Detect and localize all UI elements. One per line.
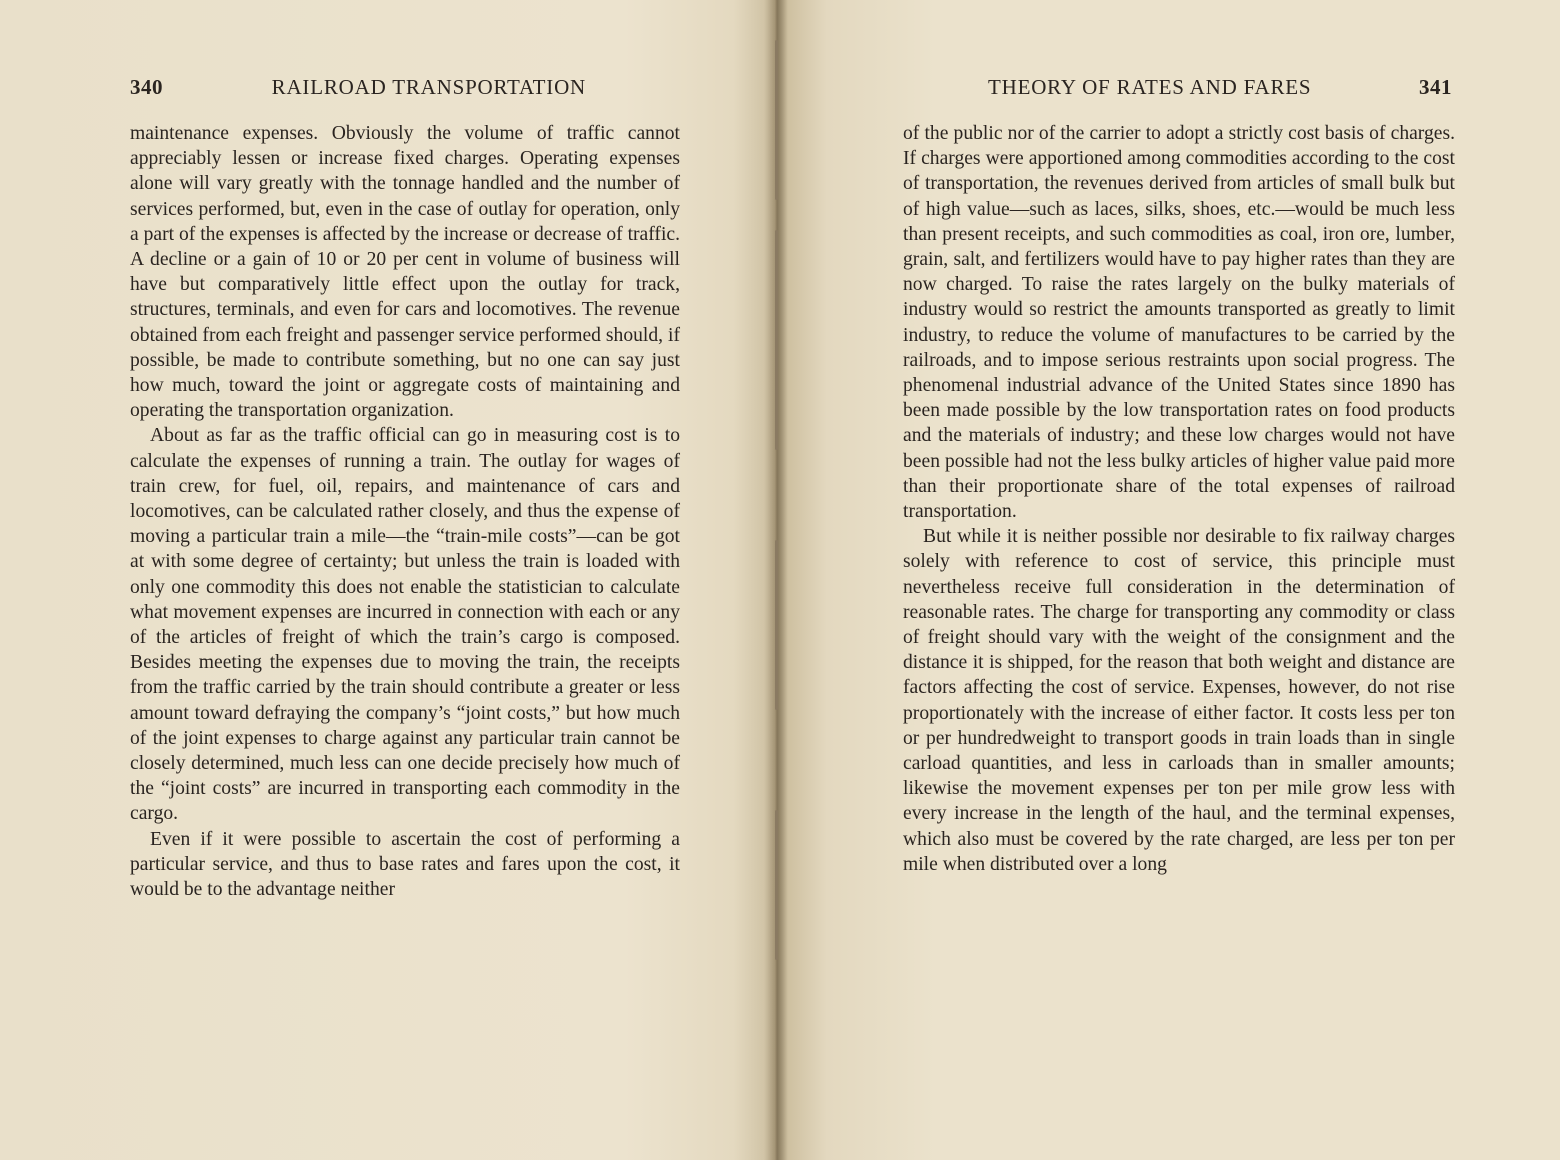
left-page-header: [130, 72, 586, 102]
paragraph: maintenance expenses. Obviously the volume of traffic cannot appreciably lessen or increase fixed charges. Operating expenses alone will vary greatly with the tonnage handled and the number of services performed, but, even in the case of outlay for operation, only a part of the expenses is affected by the increase or decrease of traffic. A decline or a gain of 10 or 20 per cent in volume of business will have but comparatively little effect upon the outlay for track, structures, terminals, and even for cars and locomotives. The revenue obtained from each freight and passenger service performed should, if possible, be made to contribute something, but no one can say just how much, toward the joint or aggregate costs of maintaining and operating the transportation organization.: [130, 123, 680, 422]
paragraph: About as far as the traffic official can go in measuring cost is to calculate the expenses of running a train. The outlay for wages of train crew, for fuel, oil, repairs, and maintenance of cars and locomotives, can be calculated rather closely, and thus the expense of moving a particular train a mile—the “train-mile costs”—can be got at with some degree of certainty; but unless the train is loaded with only one commodity this does not enable the statistician to calculate what movement expenses are incurred in connection with each or any of the articles of freight of which the train’s cargo is composed. Besides meeting the expenses due to moving the train, the receipts from the traffic carried by the train should contribute a greater or less amount toward defraying the company’s “joint costs,” but how much of the joint expenses to charge against any particular train cannot be closely determined, much less can one decide precisely how much of the “joint costs” are incurred in transporting each commodity in the cargo.: [130, 425, 680, 825]
paragraph: But while it is neither possible nor desirable to fix railway charges solely with reference to cost of service, this principle must nevertheless receive full consideration in the determination of reasonable rates. The charge for transporting any commodity or class of freight should vary with the weight of the consignment and the distance it is shipped, for the reason that both weight and distance are factors affecting the cost of service. Expenses, however, do not rise proportionately with the increase of either factor. It costs less per ton or per hundredweight to transport goods in train loads than in single carload quantities, and less in carloads than in smaller amounts; likewise the movement expenses per ton per mile grow less with every increase in the length of the haul, and the terminal expenses, which also must be covered by the rate charged, are less per ton per mile when distributed over a long: [903, 526, 1455, 875]
running-head: THEORY OF RATES AND FARES: [988, 74, 1312, 99]
page-number: 340: [130, 74, 163, 99]
right-page: [780, 0, 1560, 1160]
left-page: [0, 0, 776, 1160]
page-number: 341: [1419, 74, 1452, 99]
left-page-body: [130, 121, 680, 902]
right-page-header: [988, 72, 1452, 102]
paragraph: Even if it were possible to ascertain the cost of performing a particular service, and thus to base rates and fares upon the cost, it would be to the advantage neither: [130, 828, 680, 901]
paragraph: of the public nor of the carrier to adopt a strictly cost basis of charges. If charges were apportioned among commodities according to the cost of transportation, the revenues derived from articles of small bulk but of high value—such as laces, silks, shoes, etc.—would be much less than present receipts, and such commodities as coal, iron ore, lumber, grain, salt, and fertilizers would have to pay higher rates than they are now charged. To raise the rates largely on the bulky materials of industry would so restrict the amounts transported as greatly to limit industry, to reduce the volume of manufactures to be carried by the railroads, and to impose serious restraints upon social progress. The phenomenal industrial advance of the United States since 1890 has been made possible by the low transportation rates on food products and the materials of industry; and these low charges would not have been possible had not the less bulky articles of higher value paid more than their proportionate share of the total expenses of railroad transportation.: [903, 123, 1455, 523]
right-page-body: [903, 121, 1455, 877]
running-head: RAILROAD TRANSPORTATION: [271, 74, 586, 99]
